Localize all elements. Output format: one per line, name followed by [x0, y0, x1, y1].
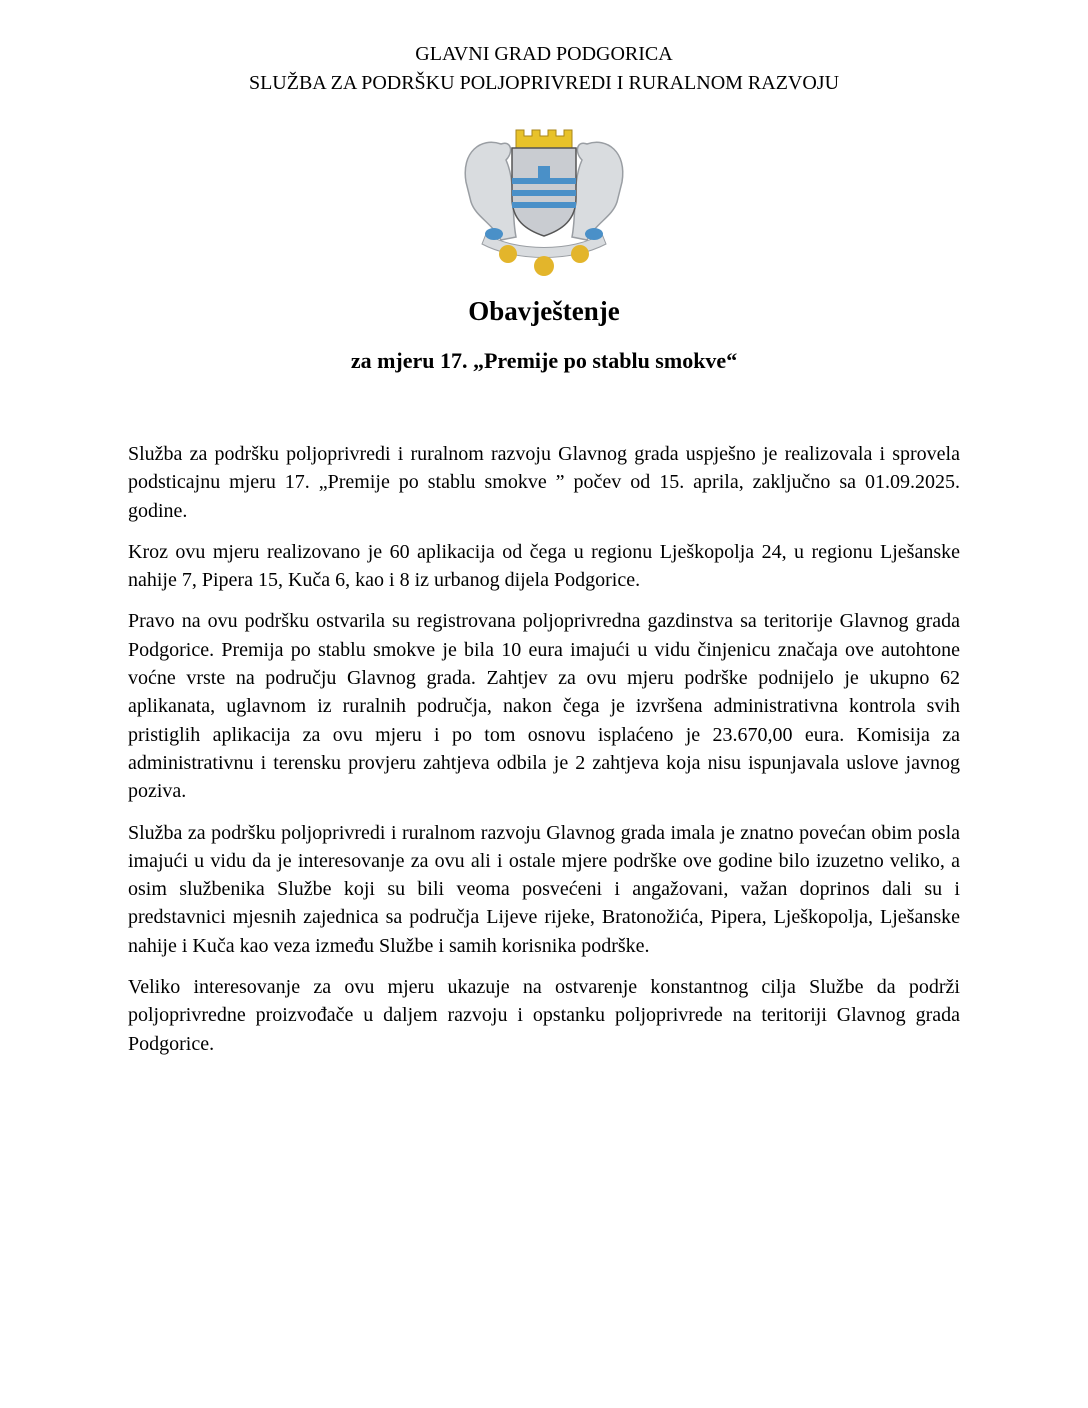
document-subtitle: za mjeru 17. „Premije po stablu smokve“ [350, 348, 738, 373]
header-department-name: SLUŽBA ZA PODRŠKU POLJOPRIVREDI I RURALNOM RAZVOJU [248, 72, 840, 94]
document-title: Obavještenje [468, 296, 620, 326]
paragraph: Veliko interesovanje za ovu mjeru ukazuje na ostvarenje konstantnog cilja Službe da podrži poljoprivredne proizvođače u daljem razvoju i opstanku poljoprivrede na teritoriji Glavnog grada Podgorice. [128, 976, 960, 1055]
paragraph: Služba za podršku poljoprivredi i ruralnom razvoju Glavnog grada uspješno je realizovala i sprovela podsticajnu mjeru 17. „Premije po stablu smokve ” počev od 15. aprila, zaključno sa 01.09.2025. godine. [128, 443, 960, 522]
header-city-name: GLAVNI GRAD PODGORICA [415, 43, 673, 65]
paragraph: Pravo na ovu podršku ostvarila su registrovana poljoprivredna gazdinstva sa teritorije Glavnog grada Podgorice. Premija po stablu smokve je bila 10 eura imajući u vidu činjenicu značaja ove autohtone voćne vrste na području Glavnog grada. Zahtjev za ovu mjeru podrške podnijelo je ukupno 62 aplikanata, uglavnom iz ruralnih područja, nakon čega je izvršena administrativna kontrola svih pristiglih aplikacija za ovu mjeru i po tom osnovu isplaćeno je 23.670,00 eura. Komisija za administrativnu i terensku provjeru zahtjeva odbila je 2 zahtjeva koja nisu ispunjavala uslove javnog poziva. [128, 610, 960, 803]
coat-of-arms-logo [456, 122, 632, 278]
paragraph: Služba za podršku poljoprivredi i ruralnom razvoju Glavnog grada imala je znatno povećan obim posla imajući u vidu da je interesovanje za ovu ali i ostale mjere podrške ove godine bilo izuzetno veliko, a osim službenika Službe koji su bili veoma posvećeni i angažovani, važan doprinos dali su i predstavnici mjesnih zajednica sa područja Lijeve rijeke, Bratonožića, Pipera, Lješkopolja, Lješanske nahije i Kuča kao veza između Službe i samih korisnika podrške. [128, 821, 960, 957]
document-body [128, 440, 960, 1071]
paragraph: Kroz ovu mjeru realizovano je 60 aplikacija od čega u regionu Lješkopolja 24, u regionu Lješanske nahije 7, Pipera 15, Kuča 6, kao i 8 iz urbanog dijela Podgorice. [128, 540, 960, 592]
